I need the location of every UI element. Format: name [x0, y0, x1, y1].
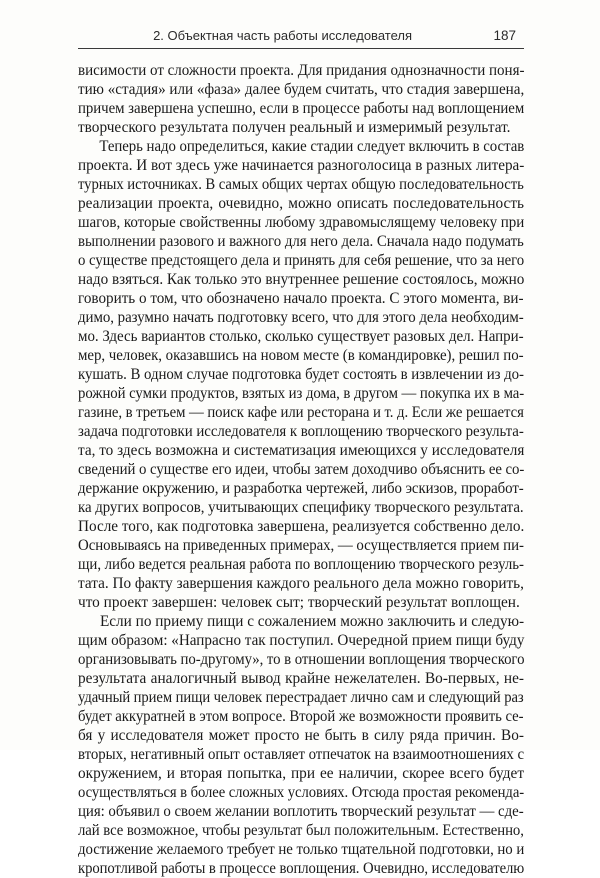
text-line: будет аккуратней в этом вопросе. Второй же возможности проявить се- — [78, 708, 524, 725]
text-line: выполнении разового и важного для него дела. Сначала надо подумать — [78, 233, 524, 250]
text-line: шагов, которые свойственны любому здравомыслящему человеку при — [78, 214, 525, 231]
text-line: лай все возможное, чтобы результат был положительным. Естественно, — [78, 822, 524, 839]
text-line: тата. По факту завершения каждого реального дела можно говорить, — [78, 575, 524, 592]
text-line: осуществляться в более сложных условиях. Отсюда простая рекоменда- — [78, 784, 525, 801]
text-line: газине, в третьем — поиск кафе или ресторана и т. д. Если же решается — [78, 404, 524, 421]
text-line: димо, разумно начать подготовку всего, что для этого дела необходим- — [78, 309, 524, 326]
text-line: После того, как подготовка завершена, реализуется собственно дело. — [78, 518, 525, 535]
text-line: Теперь надо определиться, какие стадии следует включить в состав — [99, 138, 525, 155]
text-line: надо взяться. Как только это внутреннее решение состоялось, можно — [78, 271, 525, 288]
text-line: говорить о том, что обозначено начало проекта. С этого момента, ви- — [78, 290, 524, 307]
text-line: висимости от сложности проекта. Для придания однозначности поня- — [78, 62, 525, 79]
text-line: о существе предстоящего дела и принять для себя решение, что за него — [78, 252, 525, 269]
text-line: Основываясь на приведенных примерах, — осуществляется прием пи- — [78, 537, 524, 554]
text-line: что проект завершен: человек сыт; творческий результат воплощен. — [78, 594, 520, 611]
text-line: кушать. В одном случае подготовка будет состоять в извлечении из до- — [78, 366, 524, 383]
text-line: удачный прием пищи человек перестрадает лично сам и следующий раз — [78, 689, 524, 706]
text-line: мо. Здесь вариантов столько, сколько существует разовых дел. Напри- — [78, 328, 524, 345]
text-line: вторых, негативный опыт оставляет отпечаток на взаимоотношениях с — [78, 746, 525, 763]
text-line: организовывать по-другому», то в отношении воплощения творческого — [78, 651, 525, 668]
text-line: щи, либо ведется реальная работа по воплощению творческого резуль- — [78, 556, 524, 573]
text-line: бя у исследователя может просто не быть в силу ряда причин. Во- — [78, 727, 524, 744]
chapter-title: 2. Объектная часть работы исследователя — [153, 28, 412, 43]
text-line: задача подготовки исследователя к воплощению творческого результа- — [78, 423, 524, 440]
text-line: щим образом: «Напрасно так поступил. Очередной прием пищи буду — [78, 632, 525, 649]
page-number: 187 — [493, 28, 516, 43]
text-line: кропотливой работы в процессе воплощения. Очевидно, исследователю — [78, 860, 525, 877]
text-line: творческого результата получен реальный и измеримый результат. — [78, 119, 511, 136]
text-line: причем завершена успешно, если в процессе работы над воплощением — [78, 100, 525, 117]
text-line: достижение желаемого требует не только тщательной подготовки, но и — [78, 841, 525, 858]
text-line: проекта. И вот здесь уже начинается разноголосица в разных литера- — [78, 157, 525, 174]
text-line: турных источниках. В самых общих чертах общую последовательность — [78, 176, 524, 193]
text-line: ка других вопросов, учитывающих специфику творческого результата. — [78, 499, 524, 516]
text-line: мер, человек, оказавшись на новом месте (в командировке), решил по- — [78, 347, 524, 364]
text-line: держание окружению, и разработка чертежей, либо эскизов, проработ- — [78, 480, 524, 497]
text-line: та, то здесь возможна и систематизация имеющихся у исследователя — [78, 442, 525, 459]
text-line: ция: объявил о своем желании воплотить творческий результат — сде- — [78, 803, 524, 820]
text-line: Если по приему пищи с сожалением можно заключить и следую- — [99, 613, 525, 630]
text-line: тию «стадия» или «фаза» далее будем считать, что стадия завершена, — [78, 81, 525, 98]
body-text — [78, 61, 524, 878]
text-line: реализации проекта, очевидно, можно описать последовательность — [78, 195, 524, 212]
header-rule — [78, 48, 524, 49]
running-header — [78, 26, 524, 46]
text-line: окружением, и вторая попытка, при ее наличии, скорее всего будет — [78, 765, 524, 782]
text-line: сведений о существе его идеи, чтобы затем доходчиво объяснить ее со- — [78, 461, 525, 478]
text-line: рожной сумки продуктов, взятых из дома, в другом — покупка их в ма- — [78, 385, 525, 402]
text-line: результата аналогичный вывод крайне нежелателен. Во-первых, не- — [78, 670, 524, 687]
